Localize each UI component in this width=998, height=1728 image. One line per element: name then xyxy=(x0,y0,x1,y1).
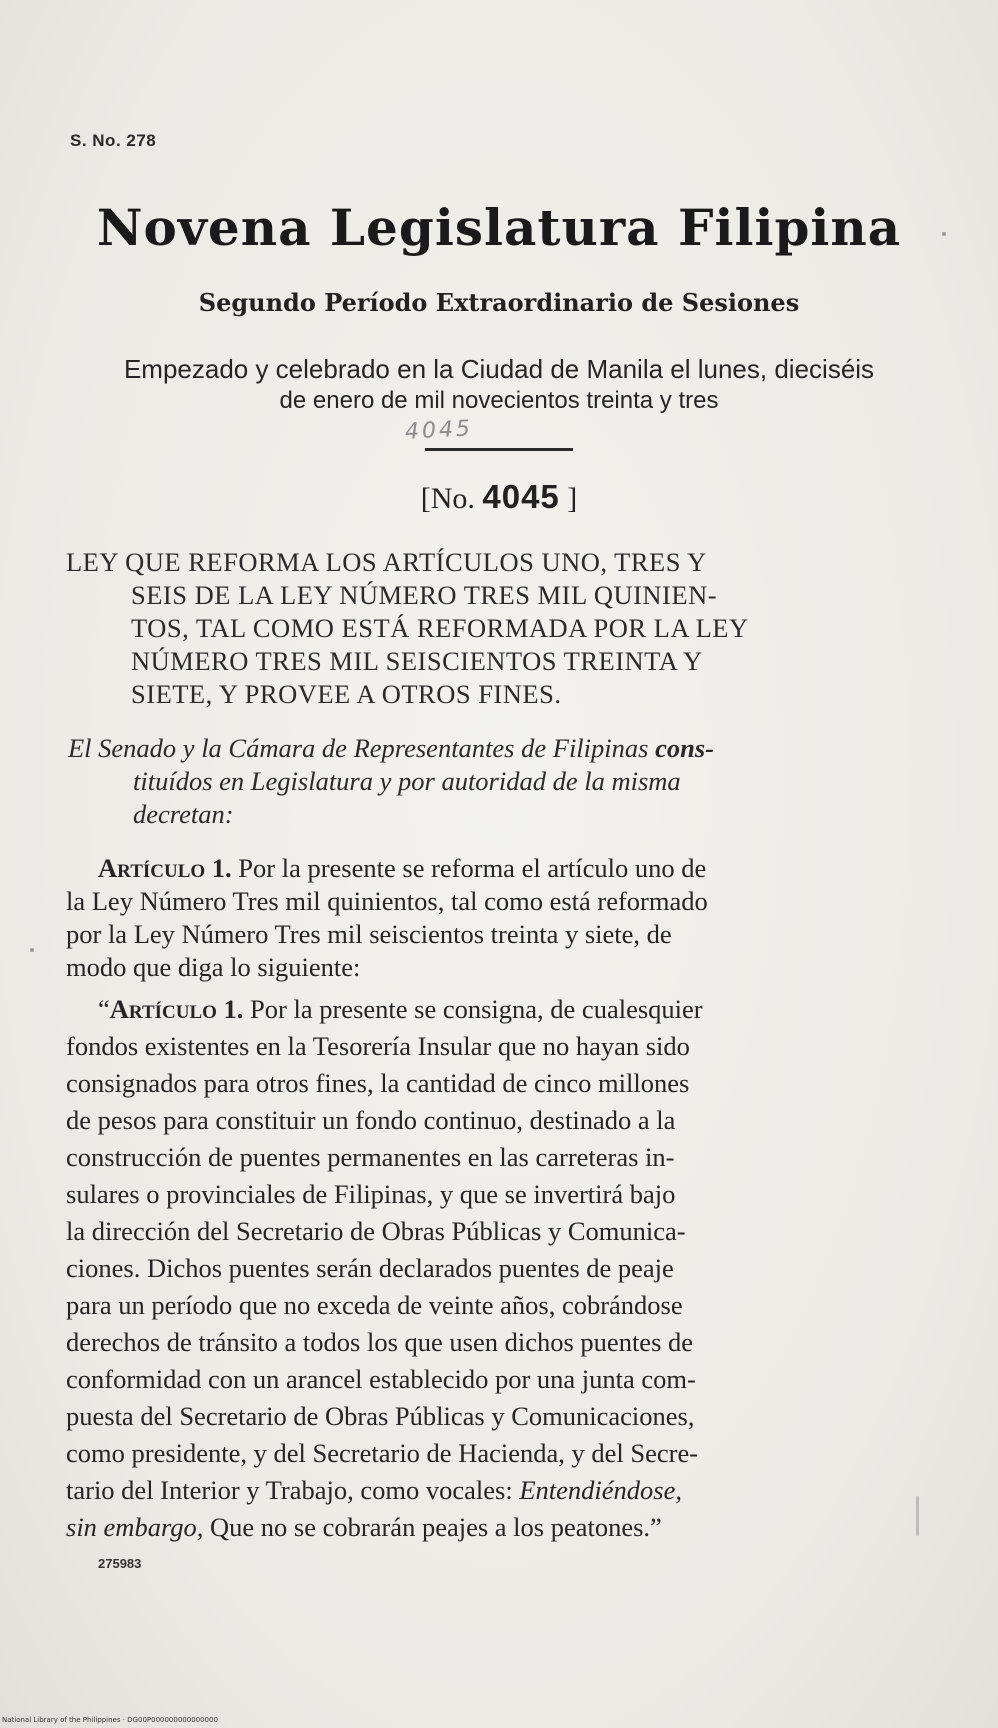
proviso-text: Que no se cobrarán peajes a los peatones.” xyxy=(203,1512,662,1542)
legislature-title: Novena Legislatura Filipina xyxy=(96,198,902,257)
quoted-article-line: sulares o provinciales de Filipinas, y que se invertirá bajo xyxy=(66,1179,676,1209)
intro-line: de enero de mil novecientos treinta y tres xyxy=(279,387,719,414)
quoted-article-line: puesta del Secretario de Obras Públicas y Comunicaciones, xyxy=(66,1401,695,1431)
quoted-heading: Artículo 1. xyxy=(109,994,244,1024)
section-heading: Artículo 1. xyxy=(98,853,232,883)
scan-speck xyxy=(942,232,946,236)
act-title-line: NÚMERO TRES MIL SEISCIENTOS TREINTA Y xyxy=(131,646,703,676)
enacting-text: El Senado y la Cámara de Representantes de Filipinas xyxy=(68,733,656,763)
act-suffix: ] xyxy=(567,482,578,515)
enacting-clause-line xyxy=(68,733,714,764)
enacting-text-bold: cons- xyxy=(655,733,714,763)
act-number-line xyxy=(0,478,998,516)
act-prefix: [No. xyxy=(420,482,475,515)
quoted-article-line: construcción de puentes permanentes en las carreteras in- xyxy=(66,1142,675,1172)
quoted-article-line: la dirección del Secretario de Obras Públicas y Comunica- xyxy=(66,1216,686,1246)
enacting-clause-line: decretan: xyxy=(133,799,234,829)
document-code: 275983 xyxy=(98,1556,142,1571)
session-title: Segundo Período Extraordinario de Sesiones xyxy=(198,288,800,317)
quoted-article-line: de pesos para constituir un fondo continuo, destinado a la xyxy=(66,1105,676,1135)
quoted-article-line: para un período que no exceda de veinte años, cobrándose xyxy=(66,1290,683,1320)
intro-line: Empezado y celebrado en la Ciudad de Manila el lunes, dieciséis xyxy=(123,354,875,384)
quoted-article-line: conformidad con un arancel establecido por una junta com- xyxy=(66,1364,696,1394)
handwritten-note: 4045 xyxy=(404,416,474,445)
quoted-article-line xyxy=(98,994,703,1025)
quoted-article-line: como presidente, y del Secretario de Hacienda, y del Secre- xyxy=(66,1438,699,1468)
act-title-line: LEY QUE REFORMA LOS ARTÍCULOS UNO, TRES Y xyxy=(66,547,707,577)
quoted-article-line: consignados para otros fines, la cantidad de cinco millones xyxy=(66,1068,690,1098)
section-line: la Ley Número Tres mil quinientos, tal como está reformado xyxy=(66,886,708,916)
section-line: modo que diga lo siguiente: xyxy=(66,952,361,982)
section-text: Por la presente se reforma el artículo uno de xyxy=(231,853,707,883)
act-title-line: TOS, TAL COMO ESTÁ REFORMADA POR LA LEY xyxy=(131,613,749,643)
scan-speck xyxy=(916,1496,919,1536)
quoted-article-line xyxy=(66,1512,662,1543)
quoted-text: tario del Interior y Trabajo, como vocales: xyxy=(66,1475,520,1505)
quoted-article-line: fondos existentes en la Tesorería Insular que no hayan sido xyxy=(66,1031,690,1061)
act-title-line: SIETE, Y PROVEE A OTROS FINES. xyxy=(131,679,562,709)
separator-rule xyxy=(425,448,573,451)
act-number: 4045 xyxy=(482,478,560,515)
open-quote: “ xyxy=(98,994,110,1024)
quoted-article-line: derechos de tránsito a todos los que usen dichos puentes de xyxy=(66,1327,694,1357)
quoted-article-line: ciones. Dichos puentes serán declarados puentes de peaje xyxy=(66,1253,674,1283)
quoted-article-line xyxy=(66,1475,682,1506)
proviso-italic: Entendiéndose, xyxy=(519,1475,682,1505)
scan-speck xyxy=(30,948,34,952)
quoted-text: Por la presente se consigna, de cualesquier xyxy=(243,994,703,1024)
act-title-line: SEIS DE LA LEY NÚMERO TRES MIL QUINIEN- xyxy=(131,580,718,610)
bill-number: S. No. 278 xyxy=(70,131,157,150)
section-line: por la Ley Número Tres mil seiscientos treinta y siete, de xyxy=(66,919,672,949)
enacting-clause-line: tituídos en Legislatura y por autoridad de la misma xyxy=(133,766,681,796)
footer-credit: National Library of the Philippines · DG00P000000000000000 xyxy=(2,1716,218,1724)
proviso-italic: sin embargo, xyxy=(66,1512,204,1542)
section-line xyxy=(98,853,706,884)
